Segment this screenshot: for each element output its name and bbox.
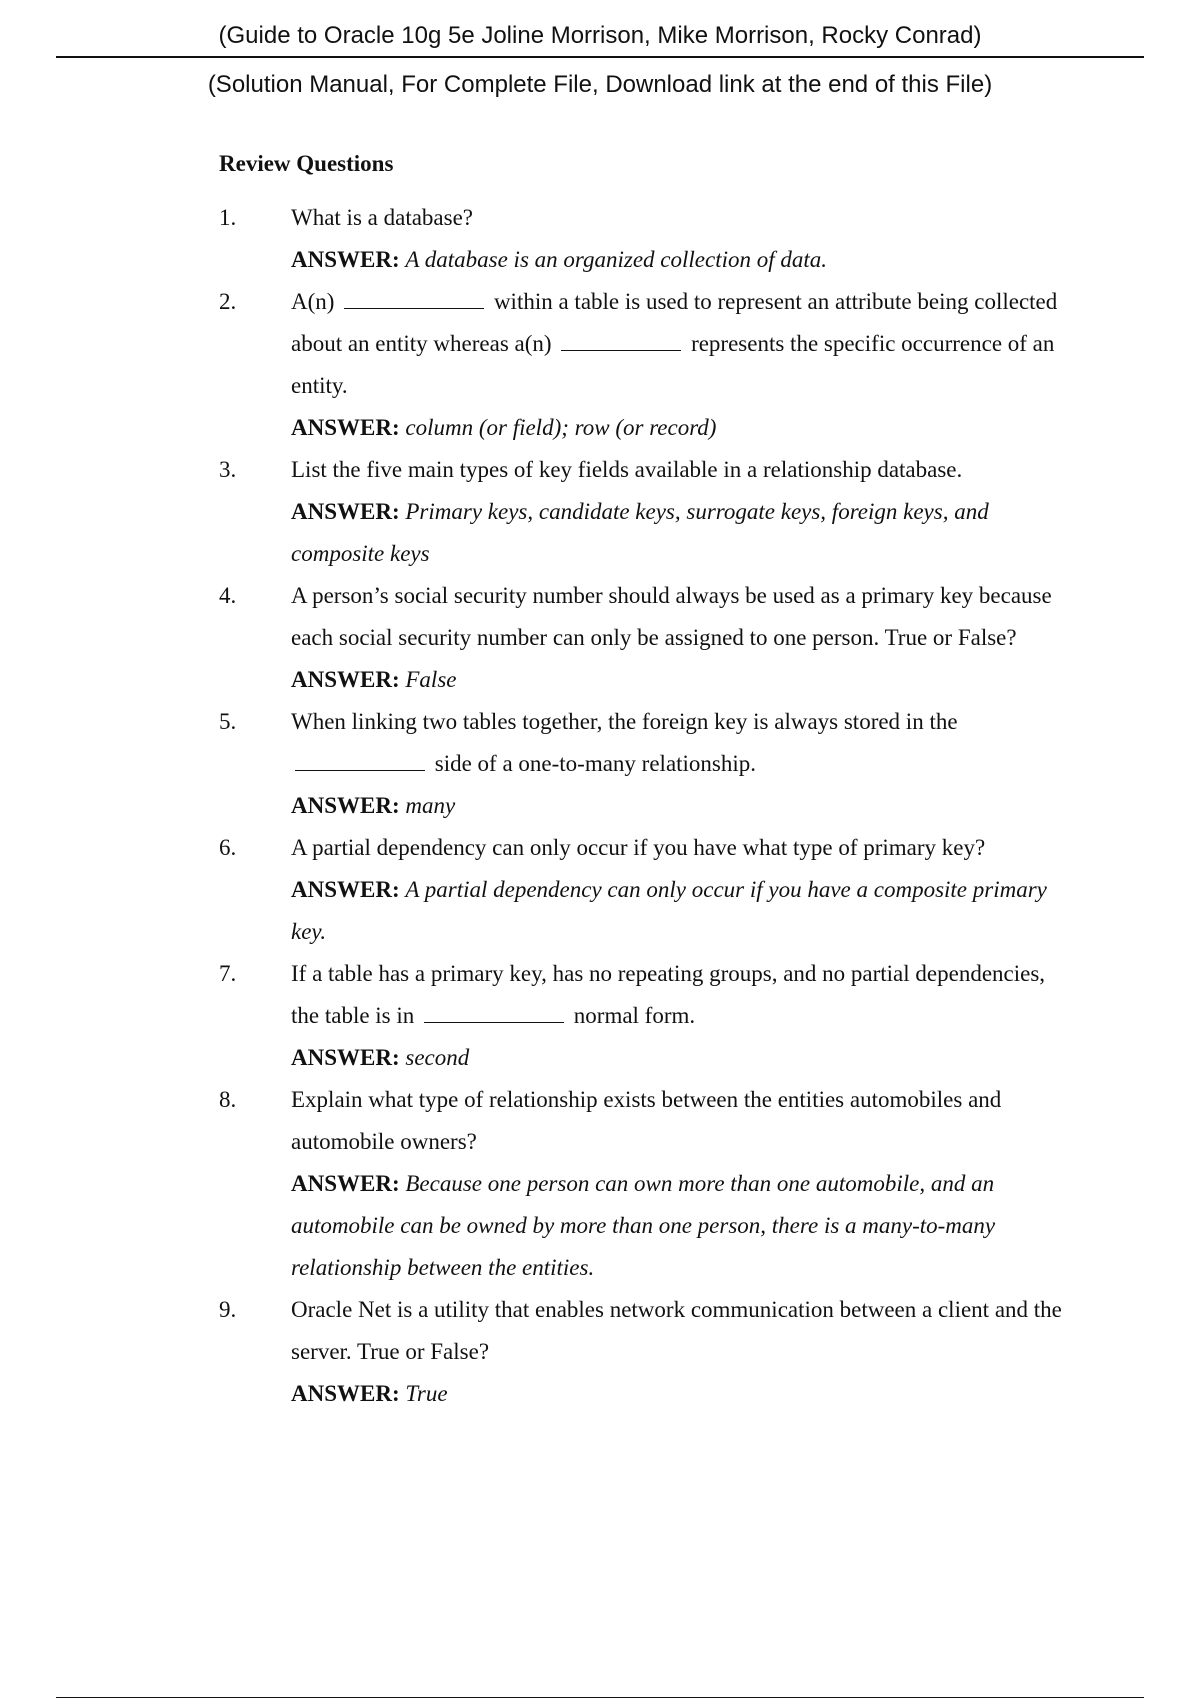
- fill-in-blank: [561, 326, 681, 351]
- answer-label: ANSWER:: [291, 667, 400, 692]
- question-item-2: [219, 281, 1069, 449]
- answer: [291, 659, 1069, 701]
- answer-text: True: [405, 1381, 448, 1406]
- question-number: 6.: [219, 835, 237, 860]
- answer: [291, 1037, 1069, 1079]
- question-item-5: [219, 701, 1069, 827]
- answer: [291, 239, 1069, 281]
- section-heading: Review Questions: [219, 151, 394, 176]
- question-list: [219, 197, 1069, 1415]
- question-number: 7.: [219, 961, 237, 986]
- question-number: 9.: [219, 1297, 237, 1322]
- answer-text: Because one person can own more than one automobile, and an automobile can be owned by more than one person, there is a many-to-many relationship between the entities.: [291, 1171, 996, 1280]
- answer: [291, 1163, 1069, 1289]
- answer-text: Primary keys, candidate keys, surrogate keys, foreign keys, and composite keys: [291, 499, 989, 566]
- question-item-4: [219, 575, 1069, 701]
- answer-text: A partial dependency can only occur if you have a composite primary key.: [291, 877, 1047, 944]
- answer-text: column (or field); row (or record): [405, 415, 717, 440]
- answer-text: A database is an organized collection of data.: [405, 247, 828, 272]
- question-number: 5.: [219, 709, 237, 734]
- question-item-6: [219, 827, 1069, 953]
- header-divider: [56, 56, 1144, 58]
- document-subtitle: (Solution Manual, For Complete File, Download link at the end of this File): [207, 71, 993, 98]
- question-text-part: normal form.: [573, 1003, 696, 1028]
- fill-in-blank: [344, 284, 484, 309]
- answer-label: ANSWER:: [291, 415, 400, 440]
- question-number: 8.: [219, 1087, 237, 1112]
- question-text-part: represents the specific occurrence of an entity.: [291, 331, 1055, 398]
- answer-label: ANSWER:: [291, 1171, 400, 1196]
- answer-label: ANSWER:: [291, 793, 400, 818]
- answer: [291, 869, 1069, 953]
- question-text-part: A(n): [291, 289, 335, 314]
- question-text-part: within a table is used to represent an attribute being collected about an entity whereas a(n): [291, 289, 1058, 356]
- fill-in-blank: [424, 998, 564, 1023]
- answer-label: ANSWER:: [291, 1045, 400, 1070]
- document-title: (Guide to Oracle 10g 5e Joline Morrison, Mike Morrison, Rocky Conrad): [218, 22, 982, 49]
- question-item-1: [219, 197, 1069, 281]
- footer-divider: [56, 1697, 1144, 1698]
- question-text: [291, 701, 1069, 785]
- answer-label: ANSWER:: [291, 247, 400, 272]
- question-item-3: [219, 449, 1069, 575]
- answer: [291, 491, 1069, 575]
- question-text: Oracle Net is a utility that enables network communication between a client and the server. True or False?: [291, 1297, 1062, 1364]
- fill-in-blank: [295, 746, 425, 771]
- answer: [291, 407, 1069, 449]
- question-number: 1.: [219, 205, 237, 230]
- question-item-9: [219, 1289, 1069, 1415]
- question-text: What is a database?: [291, 205, 473, 230]
- question-text: [291, 281, 1069, 407]
- question-item-7: [219, 953, 1069, 1079]
- question-text-part: If a table has a primary key, has no repeating groups, and no partial dependencies, the table is in: [291, 961, 1046, 1028]
- question-text-part: When linking two tables together, the foreign key is always stored in the: [291, 709, 958, 734]
- answer: [291, 785, 1069, 827]
- question-number: 2.: [219, 289, 237, 314]
- answer-text: False: [405, 667, 457, 692]
- question-text: Explain what type of relationship exists between the entities automobiles and automobile owners?: [291, 1087, 1002, 1154]
- answer-text: second: [405, 1045, 470, 1070]
- question-item-8: [219, 1079, 1069, 1289]
- question-text: List the five main types of key fields available in a relationship database.: [291, 457, 963, 482]
- question-text: [291, 953, 1069, 1037]
- answer-label: ANSWER:: [291, 877, 400, 902]
- question-number: 4.: [219, 583, 237, 608]
- answer-label: ANSWER:: [291, 1381, 400, 1406]
- question-text: A partial dependency can only occur if you have what type of primary key?: [291, 835, 986, 860]
- review-questions-section: [219, 143, 1069, 1415]
- answer: [291, 1373, 1069, 1415]
- question-text-part: side of a one-to-many relationship.: [434, 751, 757, 776]
- question-text: A person’s social security number should always be used as a primary key because each social security number can only be assigned to one person. True or False?: [291, 583, 1052, 650]
- answer-label: ANSWER:: [291, 499, 400, 524]
- question-number: 3.: [219, 457, 237, 482]
- answer-text: many: [405, 793, 456, 818]
